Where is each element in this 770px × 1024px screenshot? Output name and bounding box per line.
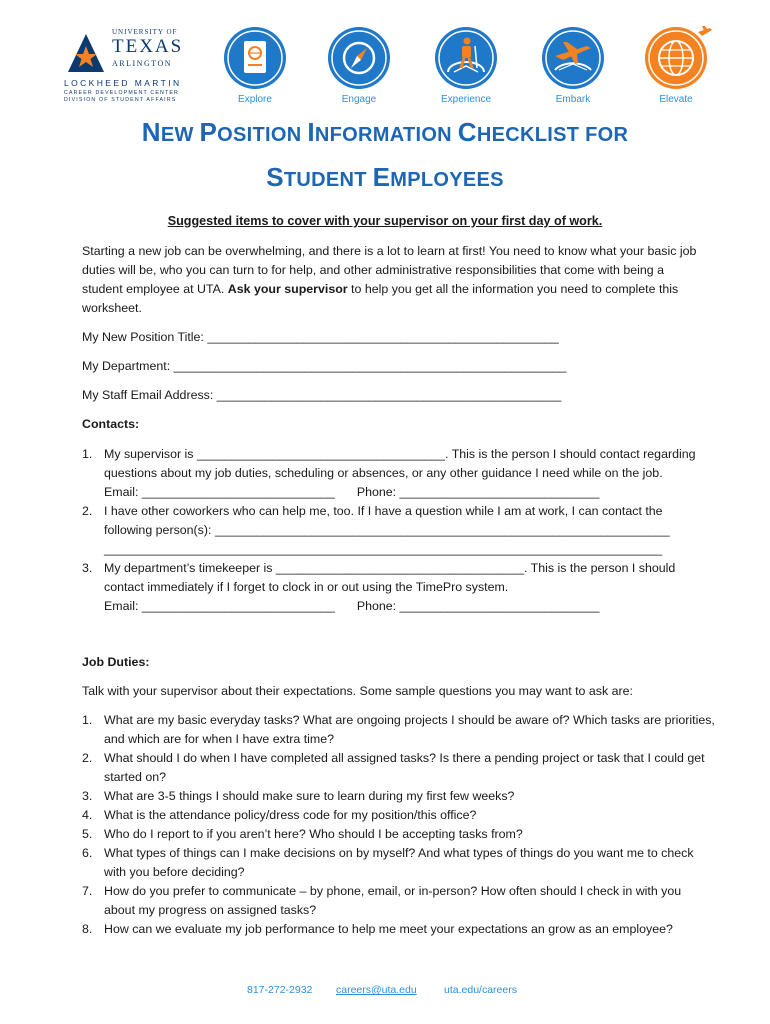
logo-university-of: UNIVERSITY OF [112, 28, 178, 36]
passport-icon [223, 26, 287, 90]
job-duties-heading: Job Duties: [82, 655, 150, 669]
badge-embark [533, 26, 613, 105]
logo-center-name: LOCKHEED MARTIN [64, 78, 182, 88]
badge-label: Engage [341, 94, 377, 105]
badge-experience [426, 26, 506, 105]
list-number: 2. [82, 751, 93, 765]
list-item-text: Who do I report to if you aren’t here? Who should I be accepting tasks from? [104, 827, 523, 841]
list-item-text: and which are for when I have extra time? [104, 732, 335, 746]
list-number: 5. [82, 827, 93, 841]
supervisor-phone-field[interactable]: Phone: _____________________________ [356, 485, 600, 499]
list-item [82, 806, 742, 825]
list-number: 3. [82, 789, 93, 803]
list-number: 1. [82, 713, 93, 727]
contacts-list [82, 445, 742, 616]
badge-label: Explore [238, 94, 272, 105]
list-item-text: What should I do when I have completed all assigned tasks? Is there a pending project or task that I could get [104, 751, 705, 765]
list-number: 6. [82, 846, 93, 860]
logo-division: DIVISION OF STUDENT AFFAIRS [64, 97, 177, 103]
coworkers-field[interactable]: following person(s): __________________________________________________________________ [104, 523, 670, 537]
badge-label: Elevate [659, 94, 693, 105]
list-item-text: with you before deciding? [104, 865, 245, 879]
coworkers-field-continued[interactable]: _________________________________________________________________________________ [104, 542, 663, 556]
globe-plane-icon [636, 26, 716, 90]
list-number: 8. [82, 922, 93, 936]
list-item-text: How do you prefer to communicate – by phone, email, or in-person? How often should I check in with you [104, 884, 682, 898]
footer-email-link[interactable]: careers@uta.edu [336, 984, 417, 996]
list-number: 7. [82, 884, 93, 898]
job-duties-intro: Talk with your supervisor about their expectations. Some sample questions you may want to ask are: [82, 684, 633, 698]
timekeeper-email-field[interactable]: Email: ____________________________ [104, 599, 335, 613]
badge-label: Experience [440, 94, 492, 105]
list-item [82, 882, 742, 920]
list-item-text: What are 3-5 things I should make sure to learn during my first few weeks? [104, 789, 515, 803]
list-item [82, 559, 742, 616]
badge-label: Embark [555, 94, 591, 105]
intro-line-2: duties will be, who you can turn to for help, and other administrative responsibilities that come with being a [82, 263, 664, 277]
job-duties-list [82, 711, 742, 939]
timekeeper-field[interactable]: My department’s timekeeper is ____________________________________. This is the person I should [104, 561, 676, 575]
list-item [82, 445, 742, 502]
uta-star-logo-icon [64, 32, 108, 76]
list-item [82, 502, 742, 559]
list-item-text: questions about my job duties, scheduling or absences, or any other guidance I need while on the job. [104, 466, 663, 480]
logo-texas: TEXAS [112, 36, 184, 57]
list-number: 3. [82, 561, 93, 575]
footer-website-link[interactable]: uta.edu/careers [444, 984, 517, 996]
list-item [82, 825, 742, 844]
timekeeper-phone-field[interactable]: Phone: _____________________________ [356, 599, 600, 613]
list-item [82, 711, 742, 749]
supervisor-email-field[interactable]: Email: ____________________________ [104, 485, 335, 499]
list-item-text: What types of things can I make decisions on by myself? And what types of things do you want me to check [104, 846, 694, 860]
compass-icon [327, 26, 391, 90]
badge-explore [215, 26, 295, 105]
page-title-line-2: STUDENT EMPLOYEES [266, 162, 504, 192]
list-item-text: How can we evaluate my job performance to help me meet your expectations an grow as an employee? [104, 922, 673, 936]
hiker-icon [434, 26, 498, 90]
list-item [82, 787, 742, 806]
logo-center-sub: CAREER DEVELOPMENT CENTER [64, 90, 179, 96]
department-field[interactable]: My Department: _________________________________________________________ [82, 359, 567, 373]
badge-elevate [636, 26, 716, 105]
list-item-text: about my progress on assigned tasks? [104, 903, 317, 917]
intro-line-3: student employee at UTA. Ask your supervisor to help you get all the information you need to complete this [82, 282, 679, 296]
list-item-text: What are my basic everyday tasks? What are ongoing projects I should be aware of? Which tasks are priorities, [104, 713, 715, 727]
list-item [82, 749, 742, 787]
subtitle: Suggested items to cover with your supervisor on your first day of work. [167, 214, 603, 228]
supervisor-field[interactable]: My supervisor is ____________________________________. This is the person I should contact regarding [104, 447, 696, 461]
list-item-text: contact immediately if I forget to clock in or out using the TimePro system. [104, 580, 509, 594]
footer-phone-link[interactable]: 817-272-2932 [247, 984, 313, 996]
ask-supervisor-emphasis: Ask your supervisor [227, 282, 348, 296]
staff-email-field[interactable]: My Staff Email Address: __________________________________________________ [82, 388, 562, 402]
badge-engage [319, 26, 399, 105]
uta-career-center-logo [62, 22, 182, 106]
list-number: 2. [82, 504, 93, 518]
page-title-line-1: NEW POSITION INFORMATION CHECKLIST FOR [141, 117, 629, 147]
position-title-field[interactable]: My New Position Title: ___________________________________________________ [82, 330, 559, 344]
intro-line-4: worksheet. [82, 301, 142, 315]
list-number: 4. [82, 808, 93, 822]
logo-arlington: ARLINGTON [112, 59, 173, 68]
airplane-icon [541, 26, 605, 90]
list-item [82, 844, 742, 882]
contacts-heading: Contacts: [82, 417, 140, 431]
list-item-text: started on? [104, 770, 166, 784]
intro-line-1: Starting a new job can be overwhelming, and there is a lot to learn at first! You need to know what your basic job [82, 244, 697, 258]
list-number: 1. [82, 447, 93, 461]
list-item-text: What is the attendance policy/dress code for my position/this office? [104, 808, 477, 822]
list-item [82, 920, 742, 939]
list-item-text: I have other coworkers who can help me, too. If I have a question while I am at work, I can contact the [104, 504, 663, 518]
